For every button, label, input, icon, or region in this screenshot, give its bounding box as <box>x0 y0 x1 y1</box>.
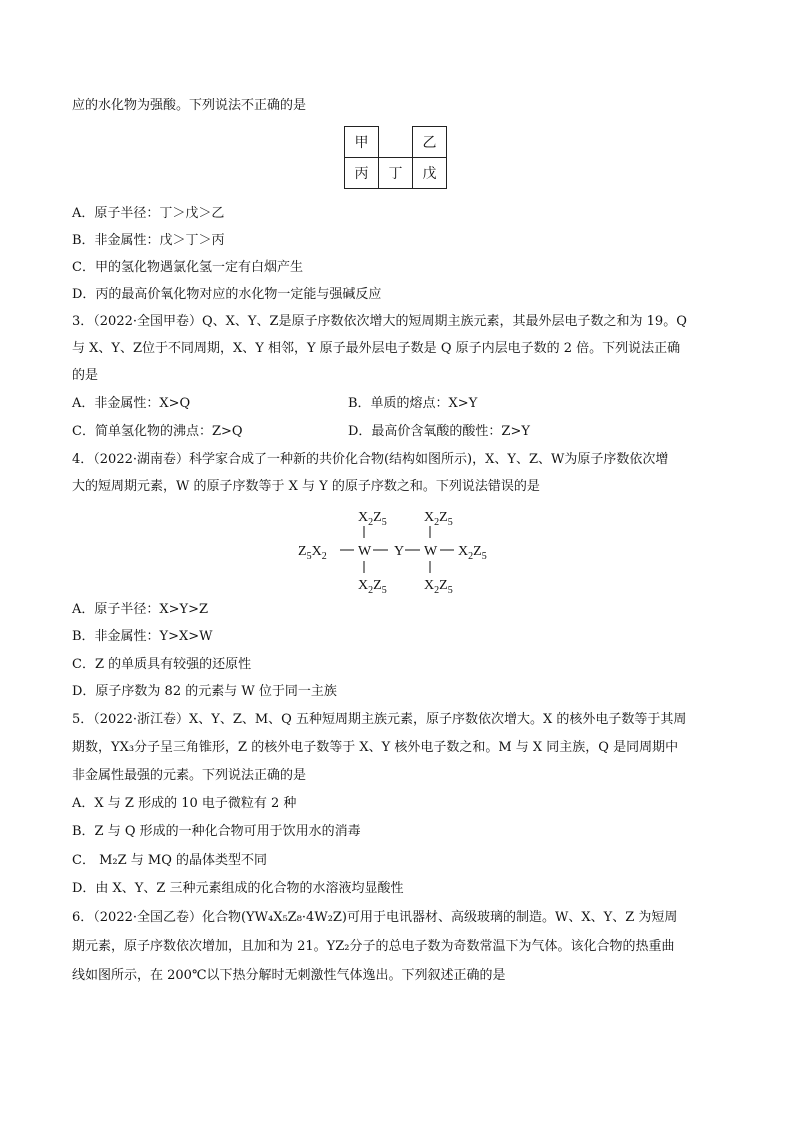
grid-cell-ding: 丁 <box>379 158 413 189</box>
q6-stem-line1: 6．（2022·全国乙卷）化合物(YW₄X₅Z₈·4W₂Z)可用于电讯器材、高级玻璃的制造。W、X、Y、Z 为短周 <box>72 910 678 925</box>
structure-w1: W <box>358 544 372 559</box>
q2-option-a: A．原子半径：丁＞戊＞乙 <box>72 206 225 221</box>
grid-cell-wu: 戊 <box>413 158 447 189</box>
structure-top-left: $X_2Z_5$ <box>358 510 387 528</box>
q3-option-c: C．简单氢化物的沸点：Z>Q <box>72 424 243 439</box>
structure-w2: W <box>424 544 438 559</box>
q4-option-c: C．Z 的单质具有较强的还原性 <box>72 657 252 672</box>
q5-option-c: C． M₂Z 与 MQ 的晶体类型不同 <box>72 853 268 868</box>
grid-cell-yi: 乙 <box>413 127 447 158</box>
q2-option-c: C．甲的氢化物遇氯化氢一定有白烟产生 <box>72 260 303 275</box>
grid-cell-bing: 丙 <box>345 158 379 189</box>
q6-stem-line3: 线如图所示，在 200℃以下热分解时无刺激性气体逸出。下列叙述正确的是 <box>72 968 506 983</box>
q6-stem-line2: 期元素，原子序数依次增加，且加和为 21。YZ₂分子的总电子数为奇数常温下为气体。该化合物的热重曲 <box>72 939 675 954</box>
grid-cell-jia: 甲 <box>345 127 379 158</box>
molecule-structure <box>298 507 508 595</box>
q5-stem-line1: 5．（2022·浙江卷）X、Y、Z、M、Q 五种短周期主族元素，原子序数依次增大。X 的核外电子数等于其周 <box>72 712 687 727</box>
q3-option-d: D．最高价含氧酸的酸性：Z>Y <box>348 424 530 439</box>
q4-option-a: A．原子半径：X>Y>Z <box>72 602 209 617</box>
q3-stem-line1: 3．（2022·全国甲卷）Q、X、Y、Z是原子序数依次增大的短周期主族元素，其最外层电子数之和为 19。Q <box>72 314 687 329</box>
q5-option-d: D．由 X、Y、Z 三种元素组成的化合物的水溶液均显酸性 <box>72 881 404 896</box>
structure-bottom-left: $X_2Z_5$ <box>358 578 387 595</box>
q3-option-a: A．非金属性：X>Q <box>72 396 191 411</box>
q4-stem-line1: 4．（2022·湖南卷）科学家合成了一种新的共价化合物(结构如图所示)，X、Y、Z、W为原子序数依次增 <box>72 452 669 467</box>
q4-option-d: D．原子序数为 82 的元素与 W 位于同一主族 <box>72 684 337 699</box>
q5-option-b: B．Z 与 Q 形成的一种化合物可用于饮用水的消毒 <box>72 824 361 839</box>
q3-stem-line2: 与 X、Y、Z位于不同周期，X、Y 相邻，Y 原子最外层电子数是 Q 原子内层电子数的 2 倍。下列说法正确 <box>72 341 681 356</box>
element-grid-table <box>344 126 447 189</box>
q5-stem-line3: 非金属性最强的元素。下列说法正确的是 <box>72 768 307 783</box>
intro-line: 应的水化物为强酸。下列说法不正确的是 <box>72 98 307 113</box>
q3-stem-line3: 的是 <box>72 368 99 383</box>
grid-cell-empty <box>379 127 413 158</box>
q2-option-d: D．丙的最高价氧化物对应的水化物一定能与强碱反应 <box>72 287 382 302</box>
q2-option-b: B．非金属性：戊＞丁＞丙 <box>72 233 225 248</box>
q3-option-b: B．单质的熔点：X>Y <box>348 396 478 411</box>
structure-y: Y <box>394 544 405 559</box>
structure-bottom-right: $X_2Z_5$ <box>424 578 453 595</box>
q5-stem-line2: 期数，YX₃分子呈三角锥形，Z 的核外电子数等于 X、Y 核外电子数之和。M 与 X 同主族，Q 是同周期中 <box>72 740 679 755</box>
q4-stem-line2: 大的短周期元素，W 的原子序数等于 X 与 Y 的原子序数之和。下列说法错误的是 <box>72 479 540 494</box>
q5-option-a: A．X 与 Z 形成的 10 电子微粒有 2 种 <box>72 796 297 811</box>
q4-option-b: B．非金属性：Y>X>W <box>72 629 213 644</box>
structure-right-group: $X_2Z_5$ <box>458 544 487 562</box>
structure-left-group: $Z_5X_2$ <box>298 544 327 562</box>
structure-top-right: $X_2Z_5$ <box>424 510 453 528</box>
